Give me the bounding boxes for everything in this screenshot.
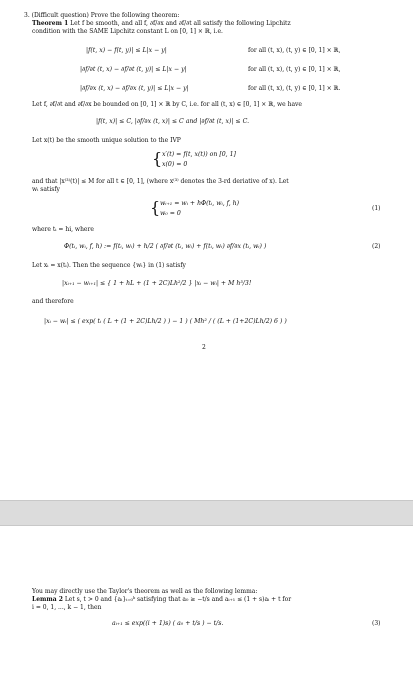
ivp-equation-1: x′(t) = f(t, x(t)) on [0, 1] [162,151,236,158]
derivative-text-1: and that |x⁽³⁾(t)| ≤ M for all t ∈ [0, 1], (where x⁽³⁾ denotes the 3-rd deriative of x). Let [32,178,289,185]
scheme-equation-2: w₀ = 0 [160,210,181,217]
sequence-text: Let xᵢ = x(tᵢ). Then the sequence {wᵢ} in (1) satisfy [32,262,186,269]
lipschitz-lhs-2: |∂f/∂t (t, x) − ∂f/∂t (t, y)| ≤ L|x − y| [80,66,187,73]
lipschitz-lhs-3: |∂f/∂x (t, x) − ∂f/∂x (t, y)| ≤ L|x − y| [80,85,189,92]
lemma-intro: You may directly use the Taylor's theorem as well as the following lemma: [32,588,258,595]
lipschitz-rhs-2: for all (t, x), (t, y) ∈ [0, 1] × ℝ, [248,66,341,73]
therefore-text: and therefore [32,298,74,305]
bounded-text: Let f, ∂f/∂t and ∂f/∂x be bounded on [0, 1] × ℝ by C, i.e. for all (t, x) ∈ [0, 1] × ℝ, we have [32,101,302,108]
inequality-1: |xᵢ₊₁ − wᵢ₊₁| ≤ { 1 + hL + (1 + 2C)Lh²/2 } |xᵢ − wᵢ| + M h³/3! [62,280,252,287]
lemma2-line2: i = 0, 1, ..., k − 1, then [32,604,102,611]
scheme-equation-1: wᵢ₊₁ = wᵢ + hΦ(tᵢ, wᵢ, f, h) [160,200,240,207]
derivative-text-2: wᵢ satisfy [32,186,60,193]
ivp-brace: { [152,149,163,168]
lipschitz-lhs-1: |f(t, x) − f(t, y)| ≤ L|x − y| [86,47,167,54]
equation-number-3: (3) [372,620,381,627]
where-text: where tᵢ = hi, where [32,226,94,233]
lipschitz-rhs-1: for all (t, x), (t, y) ∈ [0, 1] × ℝ, [248,47,341,54]
page-2 [0,526,413,700]
lipschitz-rhs-3: for all (t, x), (t, y) ∈ [0, 1] × ℝ. [248,85,341,92]
inequality-2: |xᵢ − wᵢ| ≤ ( exp( tᵢ ( L + (1 + 2C)Lh/2 ) ) − 1 ) ( Mh² / ( (L + (1+2C)Lh/2) 6 ) ) [44,318,287,325]
ivp-text: Let x(t) be the smooth unique solution to the IVP [32,137,181,144]
equation-number-2: (2) [372,243,381,250]
lemma-equation: aᵢ₊₁ ≤ exp((i + 1)s) ( a₀ + t/s ) − t/s. [112,620,224,627]
scheme-brace: { [150,198,161,217]
page-separator [0,500,413,526]
ivp-equation-2: x(0) = 0 [162,161,188,168]
bounded-equation: |f(t, x)| ≤ C, |∂f/∂x (t, x)| ≤ C and |∂f/∂t (t, x)| ≤ C. [96,118,250,125]
page-number: 2 [202,344,206,351]
theorem1-line2: condition with the SAME Lipchitz constant L on [0, 1] × ℝ, i.e. [32,28,223,35]
problem-header: 3. (Difficult question) Prove the following theorem: [24,12,180,19]
lemma2-line1: Lemma 2 Let s, t > 0 and {aᵢ}ᵢ₌₀ᵏ satisfying that a₀ ≥ −t/s and aᵢ₊₁ ≤ (1 + s)aᵢ + t for [32,596,292,603]
phi-definition: Φ(tᵢ, wᵢ, f, h) := f(tᵢ, wᵢ) + h/2 ( ∂f/∂t (tᵢ, wᵢ) + f(tᵢ, wᵢ) ∂f/∂x (tᵢ, wᵢ) ) [64,243,267,250]
equation-number-1: (1) [372,205,381,212]
theorem1-line1: Theorem 1 Let f be smooth, and all f, ∂f/∂x and ∂f/∂t all satisfy the following Lipchitz [32,20,291,27]
